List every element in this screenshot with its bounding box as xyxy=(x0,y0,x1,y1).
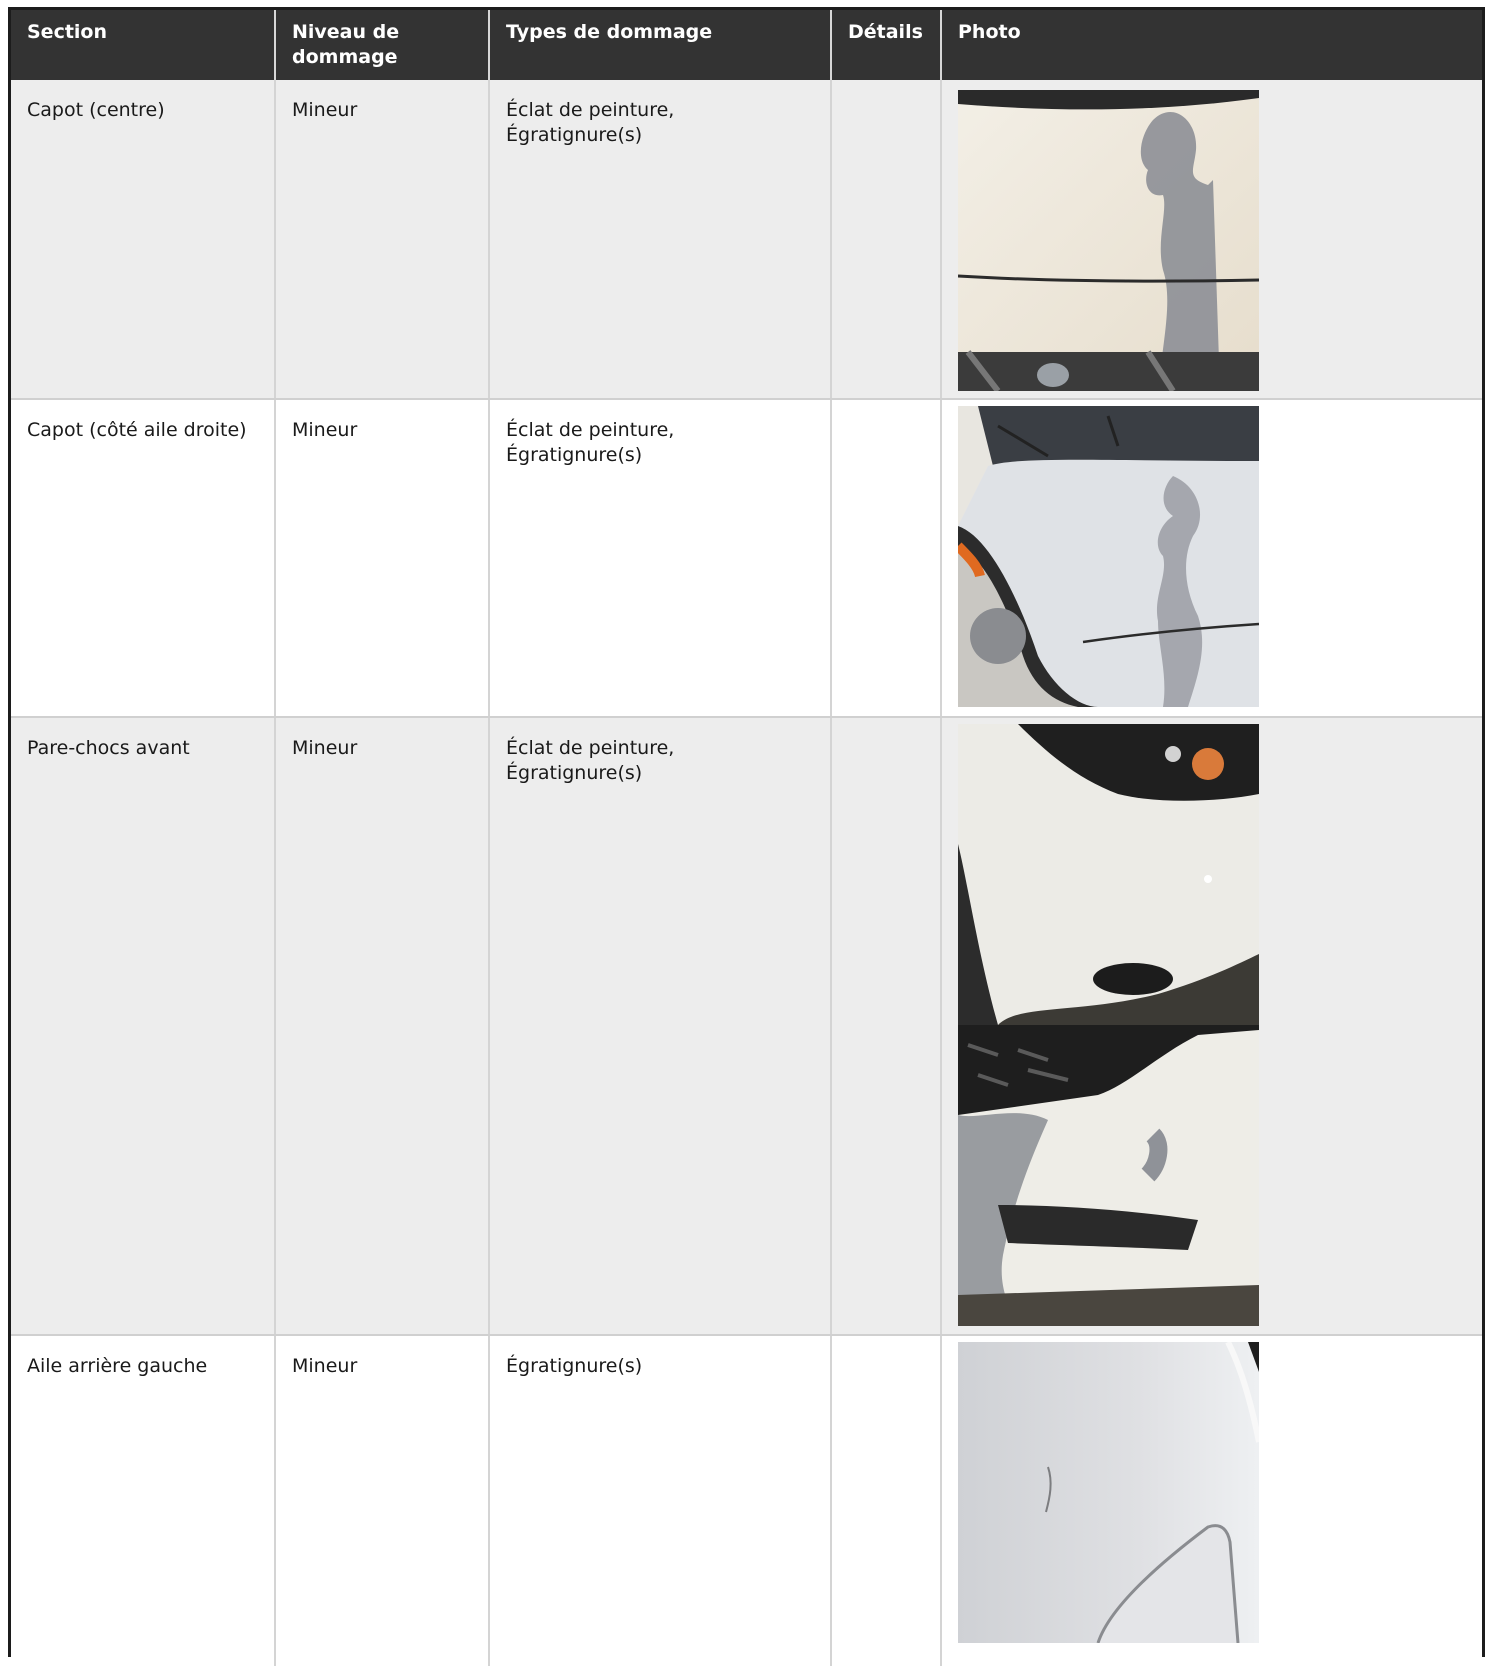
level-cell: Mineur xyxy=(292,99,358,121)
column-divider xyxy=(488,718,490,1336)
table-row xyxy=(11,1334,1482,1664)
types-cell: Éclat de peinture, Égratignure(s) xyxy=(506,737,675,784)
types-cell: Éclat de peinture, Égratignure(s) xyxy=(506,419,675,466)
table-header xyxy=(11,10,1482,80)
section-cell: Capot (centre) xyxy=(27,99,165,121)
header-details: Détails xyxy=(848,21,923,43)
column-divider xyxy=(274,400,276,718)
details-cell xyxy=(832,1336,940,1354)
table-row xyxy=(11,716,1482,1334)
damage-photo[interactable] xyxy=(958,1025,1259,1326)
details-cell xyxy=(832,400,940,418)
level-cell: Mineur xyxy=(292,737,358,759)
level-cell: Mineur xyxy=(292,1355,358,1377)
column-divider xyxy=(274,1336,276,1666)
table-row xyxy=(11,398,1482,716)
types-cell: Égratignure(s) xyxy=(506,1355,643,1377)
column-divider xyxy=(488,1336,490,1666)
damage-photo[interactable] xyxy=(958,724,1259,1025)
column-divider xyxy=(940,718,942,1336)
details-cell xyxy=(832,80,940,98)
column-divider xyxy=(830,400,832,718)
damage-report-table xyxy=(8,7,1485,1657)
section-cell: Capot (côté aile droite) xyxy=(27,419,247,441)
column-divider xyxy=(830,80,832,398)
level-cell: Mineur xyxy=(292,419,358,441)
column-divider xyxy=(830,718,832,1336)
damage-photo[interactable] xyxy=(958,90,1259,391)
section-cell: Pare-chocs avant xyxy=(27,737,190,759)
header-photo: Photo xyxy=(958,21,1021,43)
column-divider xyxy=(830,1336,832,1666)
damage-photo[interactable] xyxy=(958,1342,1259,1643)
header-types: Types de dommage xyxy=(506,21,713,43)
section-cell: Aile arrière gauche xyxy=(27,1355,208,1377)
column-divider xyxy=(940,80,942,398)
column-divider xyxy=(274,80,276,398)
header-level: Niveau de dommage xyxy=(292,21,400,68)
column-divider xyxy=(940,400,942,718)
details-cell xyxy=(832,718,940,736)
column-divider xyxy=(940,1336,942,1666)
damage-photo[interactable] xyxy=(958,406,1259,707)
types-cell: Éclat de peinture, Égratignure(s) xyxy=(506,99,675,146)
column-divider xyxy=(274,718,276,1336)
header-section: Section xyxy=(27,21,108,43)
table-row xyxy=(11,80,1482,398)
